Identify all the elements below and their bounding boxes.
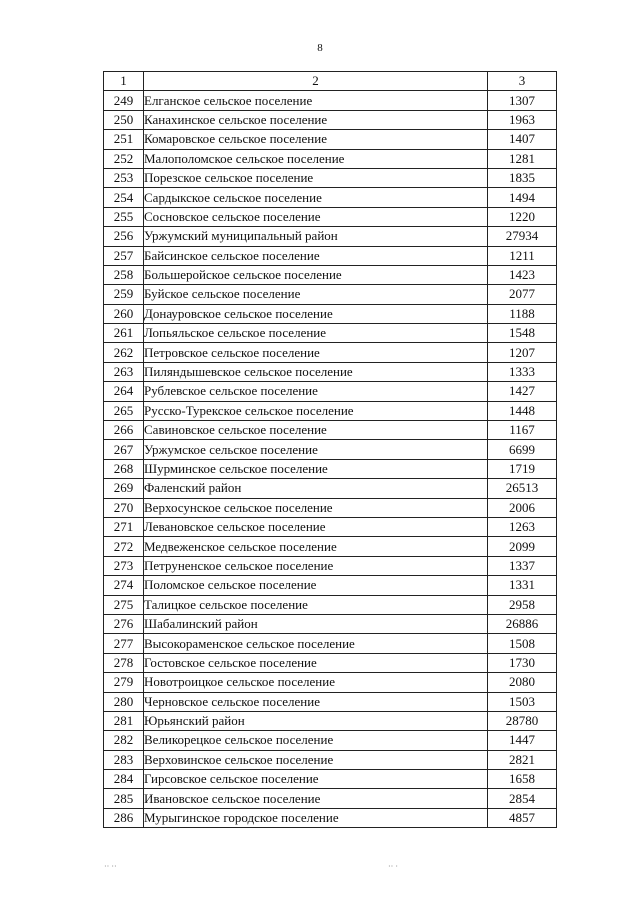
- row-number: 271: [104, 517, 144, 536]
- scan-artifact: ·· ·: [388, 862, 398, 871]
- row-name: Черновское сельское поселение: [144, 692, 488, 711]
- row-number: 264: [104, 382, 144, 401]
- row-value: 28780: [488, 711, 557, 730]
- row-name: Петруненское сельское поселение: [144, 556, 488, 575]
- row-name: Пиляндышевское сельское поселение: [144, 362, 488, 381]
- row-number: 256: [104, 227, 144, 246]
- row-number: 278: [104, 653, 144, 672]
- row-value: 1508: [488, 634, 557, 653]
- row-number: 262: [104, 343, 144, 362]
- row-number: 285: [104, 789, 144, 808]
- table-row: [104, 227, 557, 246]
- row-name: Медвеженское сельское поселение: [144, 537, 488, 556]
- row-number: 255: [104, 207, 144, 226]
- table-row: [104, 653, 557, 672]
- row-value: 1281: [488, 149, 557, 168]
- table-row: [104, 576, 557, 595]
- row-value: 2854: [488, 789, 557, 808]
- row-number: 261: [104, 324, 144, 343]
- row-name: Савиновское сельское поселение: [144, 421, 488, 440]
- row-value: 26513: [488, 479, 557, 498]
- row-value: 1188: [488, 304, 557, 323]
- row-name: Буйское сельское поселение: [144, 285, 488, 304]
- row-number: 258: [104, 265, 144, 284]
- row-name: Юрьянский район: [144, 711, 488, 730]
- table-row: [104, 808, 557, 827]
- table-row: [104, 711, 557, 730]
- page-number: 8: [317, 42, 323, 54]
- table-header-row: [104, 72, 557, 91]
- row-name: Верхосунское сельское поселение: [144, 498, 488, 517]
- row-value: 1423: [488, 265, 557, 284]
- row-number: 275: [104, 595, 144, 614]
- row-number: 268: [104, 459, 144, 478]
- row-name: Уржумское сельское поселение: [144, 440, 488, 459]
- row-value: 2080: [488, 673, 557, 692]
- row-number: 273: [104, 556, 144, 575]
- row-number: 259: [104, 285, 144, 304]
- column-header-2: 2: [144, 72, 488, 91]
- row-value: 6699: [488, 440, 557, 459]
- row-name: Петровское сельское поселение: [144, 343, 488, 362]
- row-value: 2821: [488, 750, 557, 769]
- table-row: [104, 556, 557, 575]
- table-row: [104, 421, 557, 440]
- table-row: [104, 517, 557, 536]
- table-row: [104, 265, 557, 284]
- row-value: 2099: [488, 537, 557, 556]
- row-value: 4857: [488, 808, 557, 827]
- row-value: 1494: [488, 188, 557, 207]
- table-row: [104, 595, 557, 614]
- table-row: [104, 246, 557, 265]
- row-number: 265: [104, 401, 144, 420]
- row-number: 251: [104, 130, 144, 149]
- row-number: 274: [104, 576, 144, 595]
- table-row: [104, 440, 557, 459]
- row-value: 1447: [488, 731, 557, 750]
- row-number: 249: [104, 91, 144, 110]
- table-row: [104, 91, 557, 110]
- row-name: Рублевское сельское поселение: [144, 382, 488, 401]
- table-row: [104, 537, 557, 556]
- row-number: 280: [104, 692, 144, 711]
- row-name: Мурыгинское городское поселение: [144, 808, 488, 827]
- row-name: Сосновское сельское поселение: [144, 207, 488, 226]
- row-name: Поломское сельское поселение: [144, 576, 488, 595]
- row-number: 250: [104, 110, 144, 129]
- row-value: 1719: [488, 459, 557, 478]
- row-value: 1730: [488, 653, 557, 672]
- row-number: 282: [104, 731, 144, 750]
- table-row: [104, 362, 557, 381]
- row-name: Великорецкое сельское поселение: [144, 731, 488, 750]
- row-value: 1211: [488, 246, 557, 265]
- row-name: Донауровское сельское поселение: [144, 304, 488, 323]
- table-row: [104, 692, 557, 711]
- table-row: [104, 343, 557, 362]
- row-value: 1448: [488, 401, 557, 420]
- row-value: 27934: [488, 227, 557, 246]
- row-number: 276: [104, 614, 144, 633]
- row-value: 2077: [488, 285, 557, 304]
- row-value: 1167: [488, 421, 557, 440]
- row-number: 281: [104, 711, 144, 730]
- row-value: 2958: [488, 595, 557, 614]
- row-name: Русско-Турекское сельское поселение: [144, 401, 488, 420]
- row-value: 1548: [488, 324, 557, 343]
- row-number: 266: [104, 421, 144, 440]
- row-name: Лопьяльское сельское поселение: [144, 324, 488, 343]
- row-value: 26886: [488, 614, 557, 633]
- table-row: [104, 673, 557, 692]
- table-row: [104, 614, 557, 633]
- row-number: 284: [104, 770, 144, 789]
- row-value: 1263: [488, 517, 557, 536]
- row-value: 2006: [488, 498, 557, 517]
- row-name: Ивановское сельское поселение: [144, 789, 488, 808]
- row-value: 1333: [488, 362, 557, 381]
- row-value: 1658: [488, 770, 557, 789]
- row-value: 1835: [488, 168, 557, 187]
- table-row: [104, 285, 557, 304]
- row-name: Талицкое сельское поселение: [144, 595, 488, 614]
- scan-artifact: ·· ··: [104, 862, 117, 871]
- row-number: 286: [104, 808, 144, 827]
- row-number: 283: [104, 750, 144, 769]
- row-number: 253: [104, 168, 144, 187]
- row-name: Высокораменское сельское поселение: [144, 634, 488, 653]
- table-row: [104, 634, 557, 653]
- data-table: [103, 71, 557, 828]
- row-name: Шурминское сельское поселение: [144, 459, 488, 478]
- row-name: Шабалинский район: [144, 614, 488, 633]
- table-row: [104, 750, 557, 769]
- table-row: [104, 770, 557, 789]
- row-number: 269: [104, 479, 144, 498]
- table-row: [104, 401, 557, 420]
- row-value: 1307: [488, 91, 557, 110]
- row-name: Уржумский муниципальный район: [144, 227, 488, 246]
- row-name: Левановское сельское поселение: [144, 517, 488, 536]
- row-number: 267: [104, 440, 144, 459]
- table-row: [104, 188, 557, 207]
- row-name: Комаровское сельское поселение: [144, 130, 488, 149]
- table-row: [104, 207, 557, 226]
- row-name: Фаленский район: [144, 479, 488, 498]
- row-number: 260: [104, 304, 144, 323]
- table-row: [104, 498, 557, 517]
- row-number: 270: [104, 498, 144, 517]
- row-number: 272: [104, 537, 144, 556]
- table-row: [104, 130, 557, 149]
- row-name: Большеройское сельское поселение: [144, 265, 488, 284]
- table-row: [104, 168, 557, 187]
- column-header-1: 1: [104, 72, 144, 91]
- table-row: [104, 731, 557, 750]
- row-number: 254: [104, 188, 144, 207]
- row-value: 1407: [488, 130, 557, 149]
- table-row: [104, 789, 557, 808]
- row-name: Новотроицкое сельское поселение: [144, 673, 488, 692]
- table-row: [104, 382, 557, 401]
- row-name: Сардыкское сельское поселение: [144, 188, 488, 207]
- row-number: 279: [104, 673, 144, 692]
- row-value: 1331: [488, 576, 557, 595]
- column-header-3: 3: [488, 72, 557, 91]
- row-value: 1207: [488, 343, 557, 362]
- row-name: Канахинское сельское поселение: [144, 110, 488, 129]
- table-row: [104, 459, 557, 478]
- row-value: 1503: [488, 692, 557, 711]
- row-name: Верховинское сельское поселение: [144, 750, 488, 769]
- row-number: 277: [104, 634, 144, 653]
- row-name: Порезское сельское поселение: [144, 168, 488, 187]
- row-name: Байсинское сельское поселение: [144, 246, 488, 265]
- row-value: 1220: [488, 207, 557, 226]
- row-number: 263: [104, 362, 144, 381]
- table-row: [104, 149, 557, 168]
- row-value: 1963: [488, 110, 557, 129]
- row-name: Малополомское сельское поселение: [144, 149, 488, 168]
- row-name: Гирсовское сельское поселение: [144, 770, 488, 789]
- row-value: 1427: [488, 382, 557, 401]
- row-name: Елганское сельское поселение: [144, 91, 488, 110]
- table-row: [104, 110, 557, 129]
- row-number: 252: [104, 149, 144, 168]
- table-row: [104, 324, 557, 343]
- table-row: [104, 479, 557, 498]
- row-name: Гостовское сельское поселение: [144, 653, 488, 672]
- row-value: 1337: [488, 556, 557, 575]
- row-number: 257: [104, 246, 144, 265]
- table-row: [104, 304, 557, 323]
